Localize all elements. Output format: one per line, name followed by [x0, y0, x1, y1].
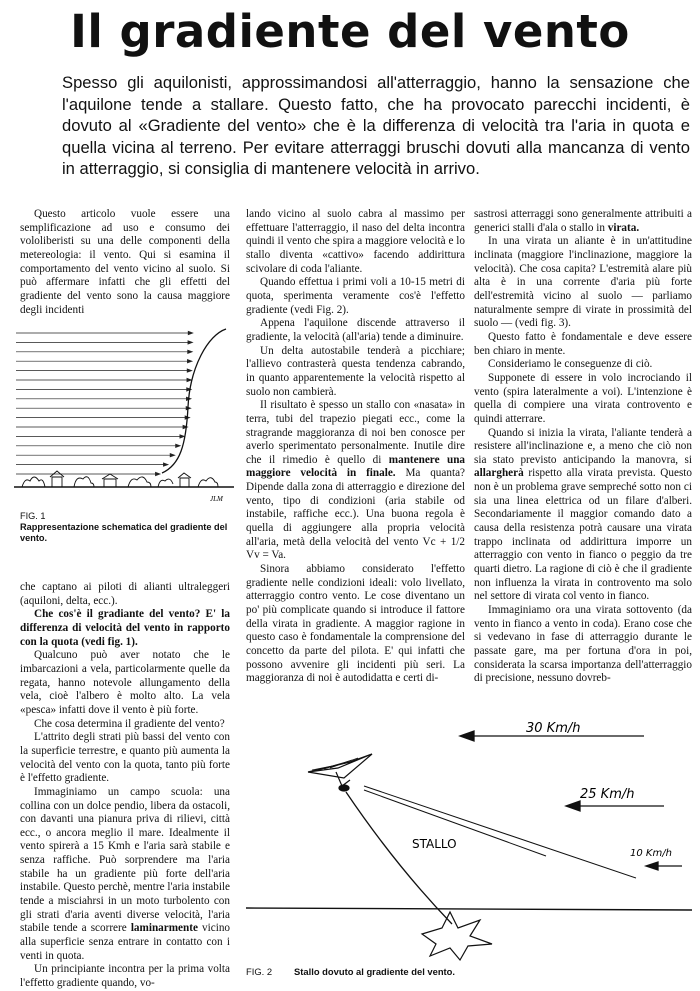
bold-term: allargherà — [474, 467, 524, 480]
text-run: Quando si inizia la virata, l'aliante tenderà a resistere all'inclinazione e, a meno che ciò non sia stato previsto anticipando la manovra, si — [474, 426, 692, 466]
wind-arrow-head — [175, 444, 181, 448]
crash-burst-icon — [422, 912, 492, 960]
paragraph: lando vicino al suolo cabra al massimo per effettuare l'atterraggio, il naso del delta incontra quindi il vento che spira a maggiore velocità e lo stallo diventa «cattivo» facendo addirittura scivolare di coda l'aliante. — [246, 208, 465, 275]
paragraph: Un delta autostabile tenderà a picchiare; l'allievo contrasterà questa tendenza cabrando, in quanto apparentemente la velocità rispetto al suolo non cambierà. — [246, 344, 465, 398]
paragraph-question — [20, 608, 230, 649]
figure-2-label: FIG. 2 — [246, 966, 273, 977]
paragraph: Immaginiamo ora una virata sottovento (da vento in fianco a vento in coda). Erano cose che si vedevano in fase di atterraggio durante le passate gare, ma per fortuna d'ora in poi, considerata la scarsa importanza dell'atterraggio di precisione, nessuno dovreb- — [474, 604, 692, 685]
paragraph: Quando effettua i primi voli a 10-15 metri di quota, sperimenta veramente cos'è l'effetto gradiente (vedi Fig. 2). — [246, 276, 465, 316]
paragraph: In una virata un aliante è in un'attitudine inclinata (maggiore l'inclinazione, maggiore la velocità). Che cosa capita? L'estremità alare più alta è in una corrente d'aria più forte dell'estremità vicino al suolo — parliamo naturalmente sempre di virate in prossimità del suolo — (vedi fig. 3). — [474, 235, 692, 330]
paragraph: Che cosa determina il gradiente del vento? — [34, 717, 225, 730]
bold-term: mantenere una maggiore velocità in finale. — [246, 453, 466, 480]
flight-path — [346, 792, 452, 924]
paragraph: Questo articolo vuole essere una semplificazione ad uso e consumo dei vololiberisti su una delle componenti della metereologia: il vento. Qui si esamina il comportamento del vento vicino al suolo. Si può affermare infatti che gli effetti del gradiente del vento sono la causa maggiore degli incidenti — [20, 208, 230, 316]
figure-1-wind-gradient — [12, 327, 236, 509]
speed-label-25: 25 Km/h — [580, 787, 635, 802]
paragraph: Questo fatto è fondamentale e deve essere ben chiaro in mente. — [474, 330, 692, 357]
wind-arrow-head — [187, 359, 193, 363]
speed-label-10: 10 Km/h — [630, 848, 672, 859]
paragraph: Appena l'aquilone discende attraverso il gradiente, la velocità (all'aria) tende a diminuire. — [246, 317, 465, 343]
ground-line — [246, 908, 692, 910]
column-2 — [246, 208, 465, 686]
paragraph — [20, 786, 230, 964]
question-text: Che cos'è il gradiante del vento? E' la differenza di velocità del vento in rapporto con la quota (vedi fig. 1). — [20, 608, 230, 648]
wind-arrow-10-icon — [646, 862, 682, 870]
trees-and-houses-icon — [22, 471, 218, 487]
figure-2-caption-text: Stallo dovuto al gradiente del vento. — [294, 966, 456, 977]
wind-arrow-head — [188, 331, 194, 335]
figure-1-caption — [20, 511, 235, 544]
page-title: Il gradiente del vento — [70, 5, 630, 58]
paragraph: L'attrito degli strati più bassi del vento con la superficie terrestre, e quanto più aumenta la velocità del vento con la quota, tanto più forte è l'effetto gradiente. — [20, 731, 230, 785]
text-run: rispetto alla virata prevista. Questo non è un problema grave sempreché sotto non ci sia una linea elettrica od un filare d'alberi. Secondariamente il maggior comando dato a causa della resistenza potrà causare una virata trappo inclinata od addirittura imporre un atterraggio con vento in fianco o peggio da tre quarti dietro. La ragione di ciò è che il gradiente non influenza la virata in controvento ma solo nel settore di virata col vento in fianco. — [474, 467, 692, 603]
paragraph: Supponete di essere in volo incrociando il vento (spira lateralmente a voi). L'intenzione è quella di compiere una virata controvento e quindi atterrare. — [474, 371, 692, 425]
text-run: Ma quanta? Dipende dalla zona di atterraggio e direzione del vento, tipo di condizioni (aria stabile od instabile, raffiche ecc.). Una buona regola è quella di aggiungere alla propria velocità all'aria, metà della velocità del vento Vc + 1/2 Vv = Va. — [246, 467, 466, 562]
paragraph — [246, 399, 465, 563]
figure-2-stall-diagram — [246, 706, 692, 964]
wind-arrow-head — [188, 340, 194, 344]
figure-1-signature: JLM — [210, 495, 223, 503]
gradient-curve — [162, 329, 226, 473]
text-run: Immaginiamo un campo scuola: una collina con un dolce pendio, libera da ostacoli, con davanti una pianura priva di rilievi, città ecc., o ancora meglio il mare. Idealmente il vento spirerà a 15 Kmh e l'aria sarà stabile e senza raffiche. Può sorprendere ma l'aria stabile ha un gradiente più forte dell'aria instabile. Questo perchè, mentre l'aria instabile tende a misciahrsi in un moto turbolento con gli strati d'aria aventi diverse velocità, l'aria stabile tende a scorrere — [20, 785, 230, 935]
paragraph: Consideriamo le conseguenze di ciò. — [488, 358, 653, 371]
wind-arrow-head — [155, 472, 161, 476]
figure-1-label: FIG. 1 — [20, 511, 46, 521]
paragraph: che captano ai piloti di alianti ultraleggeri (aquiloni, delta, ecc.). — [20, 581, 230, 607]
stall-label: STALLO — [412, 837, 457, 851]
text-run: sastrosi atterraggi sono generalmente attribuiti a generici stalli d'ala o stallo in — [474, 208, 692, 234]
wind-arrow-25-icon — [566, 801, 664, 811]
wind-arrow-head — [187, 368, 193, 372]
paragraph — [474, 208, 692, 235]
column-1-top — [20, 208, 230, 317]
bold-term: laminarmente — [130, 922, 198, 935]
text-run: vicino alla superficie senza entrare in contatto con i venti in quota. — [20, 922, 231, 962]
wind-arrow-head — [186, 406, 192, 410]
wind-arrow-head — [187, 350, 193, 354]
figure-1-caption-text: Rappresentazione schematica del gradiente del vento. — [20, 522, 228, 543]
figure-2-caption — [246, 966, 692, 978]
column-1-bottom — [20, 581, 230, 991]
column-3 — [474, 208, 692, 686]
paragraph — [474, 427, 692, 605]
wind-arrow-head — [163, 462, 169, 466]
bold-term: virata. — [607, 221, 640, 234]
paragraph: Sinora abbiamo considerato l'effetto gradiente nelle condizioni ideali: volo livellato, atterraggio contro vento. Le cose diventano un po' più complicate quando si introduce il fattore della virata in gradiente. A maggior ragione in questo caso è fondamentale la comprensione del concetto da parte del pilota. E' qui infatti che possono avvenire gli incidenti più seri. La maggioranza di noi è autodidatta e certi di- — [246, 563, 465, 685]
speed-label-30: 30 Km/h — [526, 721, 581, 736]
paragraph: Un principiante incontra per la prima volta l'effetto gradiente quando, vo- — [20, 963, 230, 990]
text-run: Il risultato è spesso un stallo con «nasata» in terra, tubi del trapezio piegati ecc., come la stragrande maggioranza di noi ben conosce per averlo sperimentato personalmente. Inutile dire che il rimedio è quello di — [246, 399, 465, 466]
wind-arrows — [16, 331, 194, 476]
wind-arrow-head — [170, 453, 176, 457]
hang-glider-icon — [308, 754, 372, 791]
intro-paragraph: Spesso gli aquilonisti, approssimandosi all'atterraggio, hanno la sensazione che l'aquilone tende a stallare. Questo fatto, che ha provocato parecchi incidenti, è dovuto al «Gradiente del vento» che è la differenza di velocità tra l'aria in quota e quella vicina al terreno. Per evitare atterraggi bruschi dovuti alla mancanza di vento in atterraggio, si consiglia di mantenere velocità in arrivo. — [62, 73, 690, 178]
paragraph: Qualcuno può aver notato che le imbarcazioni a vela, particolarmente quelle da regata, hanno notevole allungamento della vela, cioè l'albero è molto alto. La vela «pesca» infatti dove il vento è più forte. — [20, 649, 230, 716]
